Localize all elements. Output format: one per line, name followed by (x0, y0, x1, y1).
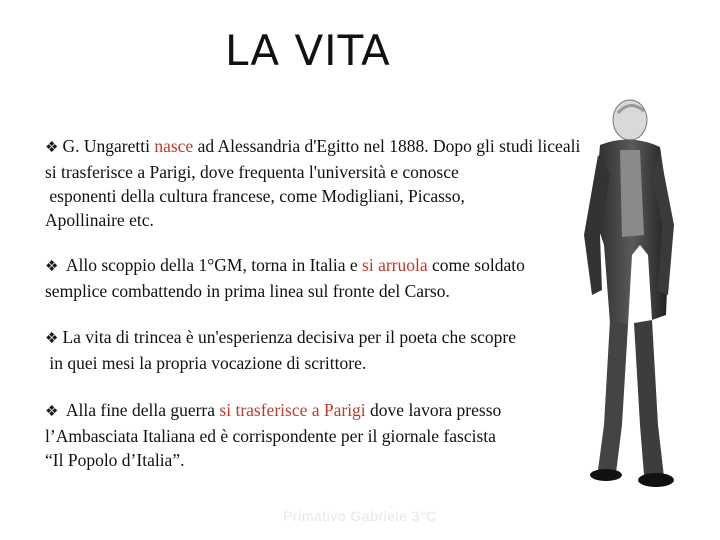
paragraph-line: esponenti della cultura francese, come Modigliani, Picasso, (45, 186, 465, 206)
text-run: ad Alessandria d'Egitto nel 1888. Dopo gli studi liceali (193, 136, 581, 156)
text-run: come soldato (427, 255, 525, 275)
diamond-bullet-icon: ❖ (45, 259, 59, 275)
text-run: dove lavora presso (365, 400, 502, 420)
paragraph-line: “Il Popolo d’Italia”. (45, 450, 185, 470)
text-run: La vita di trincea è un'esperienza decisiva per il poeta che scopre (62, 327, 517, 347)
text-run: Alla fine della guerra (62, 400, 220, 420)
text-run: Allo scoppio della 1°GM, torna in Italia e (62, 255, 363, 275)
paragraph-4 (45, 398, 501, 472)
ungaretti-portrait (570, 95, 710, 490)
paragraph-line (45, 325, 516, 351)
slide-footer: Primativo Gabriele 3°C (283, 508, 437, 524)
paragraph-2 (45, 253, 525, 303)
paragraph-line: si trasferisce a Parigi, dove frequenta l'università e conosce (45, 162, 459, 182)
diamond-bullet-icon: ❖ (45, 404, 59, 420)
paragraph-line: Apollinaire etc. (45, 210, 154, 230)
paragraph-line (45, 253, 525, 279)
paragraph-line: l’Ambasciata Italiana ed è corrispondente per il giornale fascista (45, 426, 496, 446)
text-run: G. Ungaretti (62, 136, 155, 156)
slide-title: LA VITA (225, 26, 391, 75)
diamond-bullet-icon: ❖ (45, 140, 59, 156)
paragraph-3 (45, 325, 516, 375)
paragraph-line: semplice combattendo in prima linea sul fronte del Carso. (45, 281, 450, 301)
paragraph-line (45, 398, 501, 424)
paragraph-line: in quei mesi la propria vocazione di scrittore. (45, 353, 367, 373)
paragraph-line (45, 134, 580, 160)
diamond-bullet-icon: ❖ (45, 331, 59, 347)
highlighted-text: si trasferisce a Parigi (219, 400, 366, 420)
highlighted-text: si arruola (362, 255, 428, 275)
highlighted-text: nasce (154, 136, 194, 156)
paragraph-1 (45, 134, 580, 232)
